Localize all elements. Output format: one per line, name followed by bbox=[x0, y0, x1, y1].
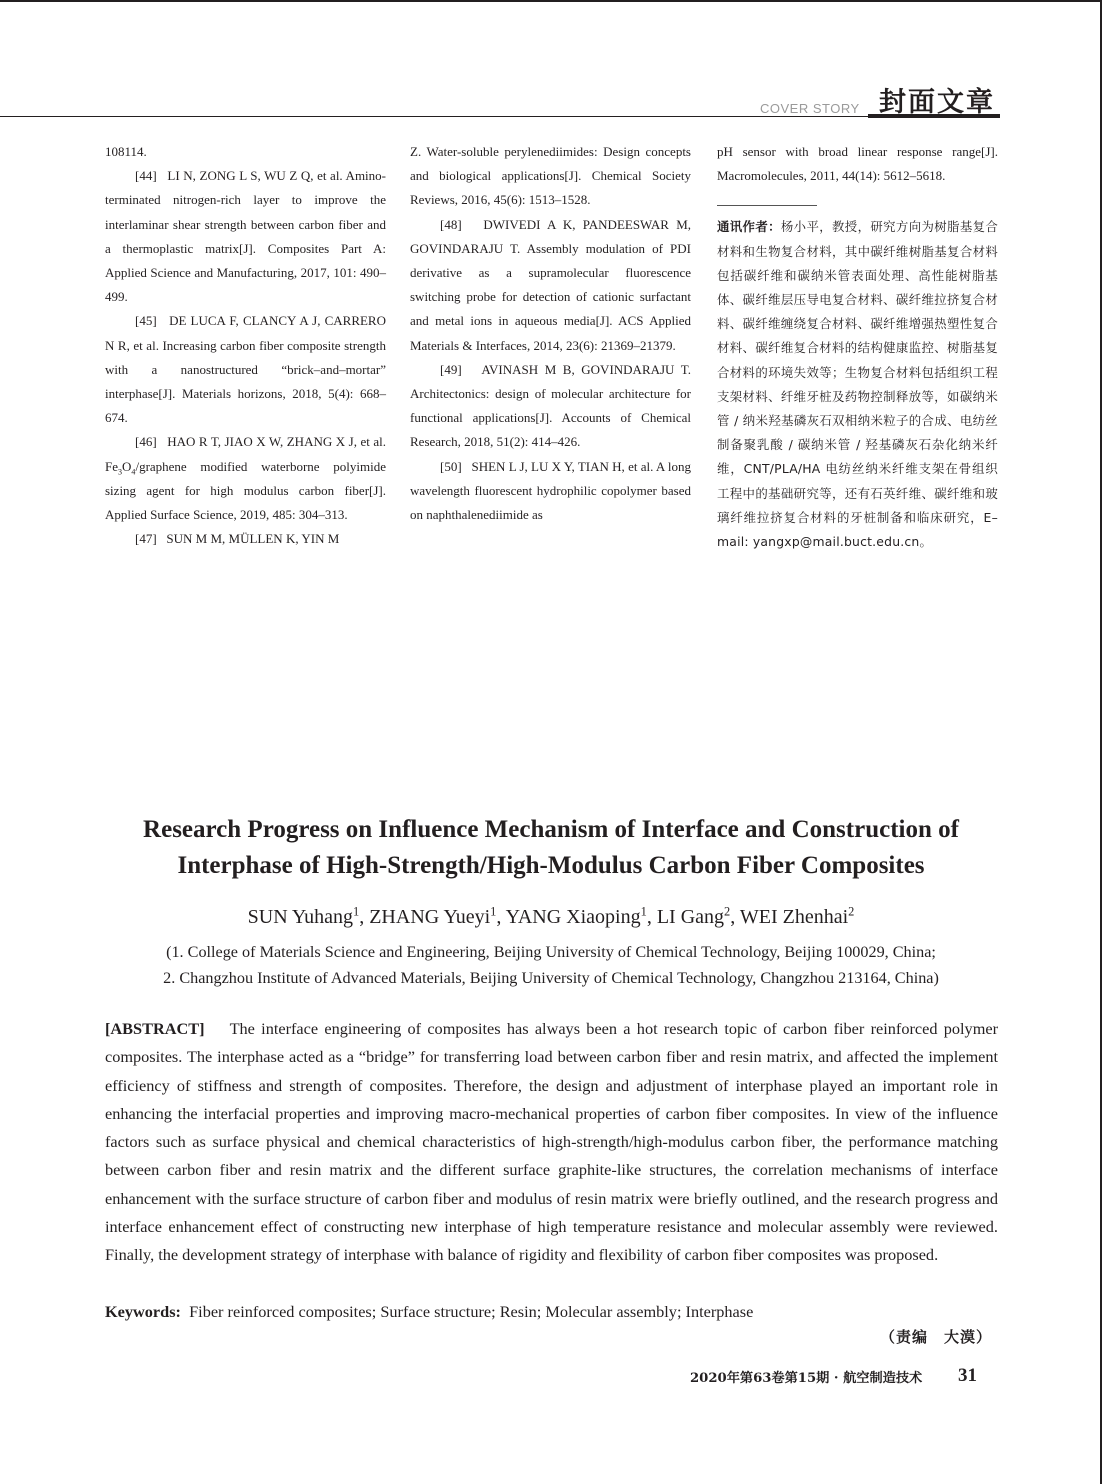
responsible-editor: （责编 大漠） bbox=[880, 1328, 993, 1346]
english-title bbox=[60, 812, 1042, 884]
author-list bbox=[60, 906, 1042, 929]
reference-column-1 bbox=[105, 140, 386, 551]
reference-column-2 bbox=[410, 140, 691, 527]
note-label: 通讯作者： bbox=[717, 219, 781, 235]
reference-column-3 bbox=[717, 140, 998, 554]
keywords-label: Keywords: bbox=[105, 1302, 181, 1321]
note-body: 杨小平，教授，研究方向为树脂基复合材料和生物复合材料，其中碳纤维树脂基复合材料包括碳纤维和碳纳米管表面处理、高性能树脂基体、碳纤维层压导电复合材料、碳纤维拉挤复合材料、碳纤维缠绕复合材料、碳纤维增强热塑性复合材料、碳纤维复合材料的结构健康监控、树脂基复合材料的环境失效等；生物复合材料包括组织工程支架材料、纤维牙桩及药物控制释放等，如碳纳米管 / 纳米羟基磷灰石双相纳米粒子的合成、电纺丝制备聚乳酸 / 碳纳米管 / 羟基磷灰石杂化纳米纤维，CNT/PLA/HA 电纺丝纳米纤维支架在骨组织工程中的基础研究等，还有石英纤维、碳纤维和玻璃纤维拉挤复合材料的牙桩制备和临床研究，E–mail: yangxp@mail.buct.edu.cn。 bbox=[717, 219, 998, 550]
journal-footer: 2020年第63卷第15期 · 航空制造技术 bbox=[690, 1371, 923, 1386]
section-label-cn: 封面文章 bbox=[879, 87, 995, 118]
section-label-en: COVER STORY bbox=[760, 101, 860, 116]
reference-45: [45] DE LUCA F, CLANCY A J, CARRERO N R, et al. Increasing carbon fiber composite strength with a nanostructured “brick–and–mortar” interphase[J]. Materials horizons, 2018, 5(4): 668–674. bbox=[105, 313, 386, 426]
author: SUN Yuhang$^1$, bbox=[247, 904, 370, 928]
title-line-2: Interphase of High-Strength/High-Modulus Carbon Fiber Composites bbox=[177, 852, 925, 879]
reference-continuation: 108114. bbox=[105, 144, 147, 159]
title-line-1: Research Progress on Influence Mechanism of Interface and Construction of bbox=[143, 816, 959, 843]
note-divider bbox=[717, 205, 817, 206]
reference-48: [48] DWIVEDI A K, PANDEESWAR M, GOVINDARAJU T. Assembly modulation of PDI derivative as a supramolecular fluorescence switching probe for detection of cationic surfactant and metal ions in aqueous media[J]. ACS Applied Materials & Interfaces, 2014, 23(6): 21369–21379. bbox=[410, 216, 691, 353]
reference-50: [50] SHEN L J, LU X Y, TIAN H, et al. A long wavelength fluorescent hydrophilic copolymer based on naphthalenediimide as bbox=[410, 458, 691, 523]
reference-46: [46] HAO R T, JIAO X W, ZHANG X J, et al. $Fe_3O_4$/graphene modified waterborne polyimide sizing agent for high modulus carbon fiber[J]. Applied Surface Science, 2019, 485: 304–313. bbox=[105, 434, 386, 523]
page-number: 31 bbox=[958, 1365, 977, 1386]
keywords bbox=[105, 1300, 998, 1324]
reference-44: [44] LI N, ZONG L S, WU Z Q, et al. Amino-terminated nitrogen-rich layer to improve the interlaminar shear strength between carbon fiber and a thermoplastic matrix[J]. Composites Part A: Applied Science and Manufacturing, 2017, 101: 490–499. bbox=[105, 168, 386, 305]
abstract-label: [ABSTRACT] bbox=[105, 1019, 205, 1038]
corresponding-author-note bbox=[717, 215, 998, 554]
keywords-text: Fiber reinforced composites; Surface structure; Resin; Molecular assembly; Interphase bbox=[189, 1302, 754, 1321]
author: YANG Xiaoping$^1$, bbox=[505, 904, 657, 928]
affiliation-1: (1. College of Materials Science and Engineering, Beijing University of Chemical Technology, Beijing 100029, China; bbox=[166, 943, 936, 961]
reference-continuation: Z. Water-soluble perylenediimides: Design concepts and biological applications[J]. Chemical Society Reviews, 2016, 45(6): 1513–1528. bbox=[410, 144, 691, 208]
reference-continuation: pH sensor with broad linear response range[J]. Macromolecules, 2011, 44(14): 5612–5618. bbox=[717, 144, 998, 184]
page-top-border bbox=[0, 0, 1102, 2]
reference-49: [49] AVINASH M B, GOVINDARAJU T. Architectonics: design of molecular architecture for functional applications[J]. Accounts of Chemical Research, 2018, 51(2): 414–426. bbox=[410, 361, 691, 450]
abstract-text: The interface engineering of composites has always been a hot research topic of carbon fiber reinforced polymer composites. The interphase acted as a “bridge” for transferring load between carbon fiber and resin matrix, and affected the implement efficiency of stiffness and strength of composites. Therefore, the design and adjustment of interphase played an important role in enhancing the interfacial properties and improving macro-mechanical properties of carbon fiber composites. In view of the influence factors such as surface physical and chemical characteristics of high-strength/high-modulus carbon fiber, the performance matching between carbon fiber and resin matrix and the different surface graphite-like structures, the correlation mechanisms of interface enhancement with the surface structure of carbon fiber and modulus of resin matrix were briefly outlined, and the research progress and interface enhancement effect of constructing new interphase of high temperature resistance and molecular assembly were reviewed. Finally, the development strategy of interphase with balance of rigidity and flexibility of carbon fiber composites was proposed. bbox=[105, 1019, 999, 1265]
header-rule bbox=[0, 116, 868, 117]
abstract bbox=[105, 1015, 998, 1270]
reference-47: [47] SUN M M, MÜLLEN K, YIN M bbox=[135, 531, 340, 547]
author: LI Gang$^2$, bbox=[656, 904, 740, 928]
author: ZHANG Yueyi$^1$, bbox=[369, 904, 506, 928]
author: WEI Zhenhai$^2$ bbox=[739, 904, 855, 928]
affiliation-2: 2. Changzhou Institute of Advanced Materials, Beijing University of Chemical Technology, Changzhou 213164, China) bbox=[163, 969, 939, 987]
